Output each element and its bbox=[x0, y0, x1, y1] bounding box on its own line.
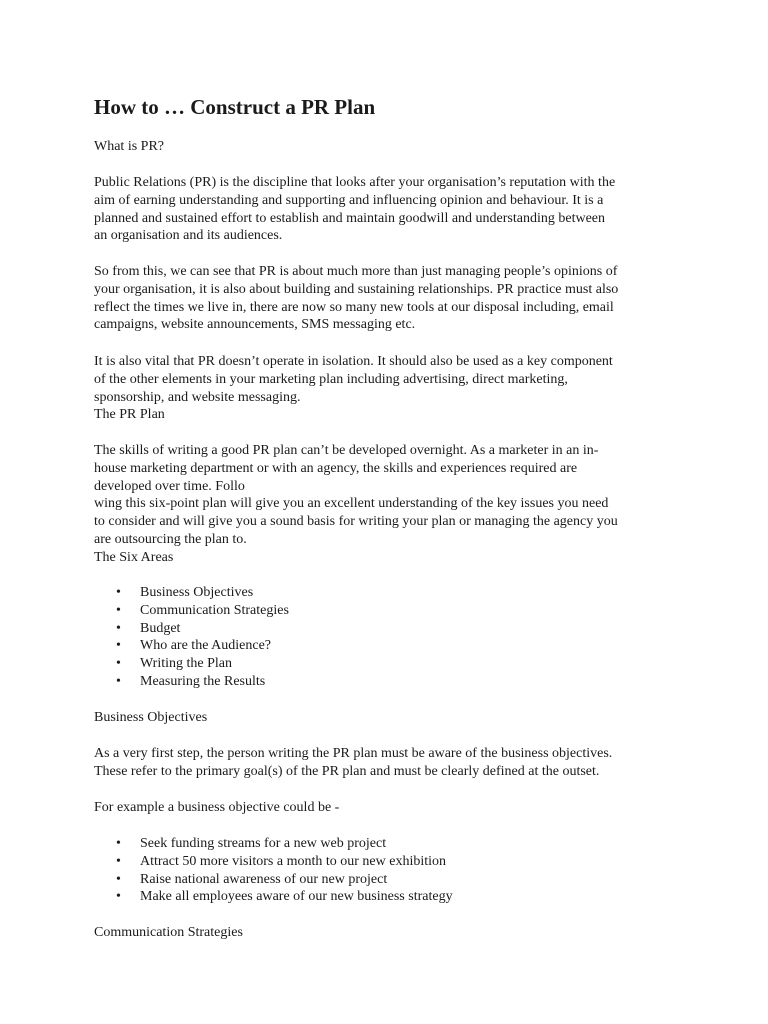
paragraph-pr-relationships bbox=[94, 263, 694, 334]
bullet-icon: • bbox=[116, 889, 121, 905]
paragraph-line: planned and sustained effort to establish and maintain goodwill and understanding between bbox=[94, 210, 606, 226]
list-item: • Measuring the Results bbox=[116, 673, 266, 689]
list-item: • Communication Strategies bbox=[116, 602, 289, 618]
bullet-icon: • bbox=[116, 585, 121, 600]
list-item: • Make all employees aware of our new business strategy bbox=[116, 889, 453, 905]
paragraph-line: As a very first step, the person writing the PR plan must be aware of the business objectives. bbox=[94, 746, 613, 761]
paragraph-line: These refer to the primary goal(s) of the PR plan and must be clearly defined at the outset. bbox=[94, 763, 600, 779]
example-objectives-list bbox=[94, 835, 694, 906]
paragraph-line: sponsorship, and website messaging. bbox=[94, 389, 301, 405]
bullet-icon: • bbox=[116, 673, 121, 689]
bullet-icon: • bbox=[116, 620, 121, 636]
bullet-icon: • bbox=[116, 638, 121, 654]
what-is-pr-heading: What is PR? bbox=[94, 139, 164, 154]
paragraph-pr-isolation bbox=[94, 353, 694, 424]
list-item: • Seek funding streams for a new web project bbox=[116, 836, 387, 851]
paragraph-line: of the other elements in your marketing plan including advertising, direct marketing, bbox=[94, 371, 568, 387]
document-title: How to … Construct a PR Plan bbox=[94, 95, 376, 119]
list-item: • Writing the Plan bbox=[116, 656, 232, 672]
paragraph-line: So from this, we can see that PR is about much more than just managing people’s opinions of bbox=[94, 264, 618, 279]
list-item: • Budget bbox=[116, 620, 181, 636]
business-objectives-heading: Business Objectives bbox=[94, 710, 208, 725]
paragraph-line: are outsourcing the plan to. bbox=[94, 531, 247, 547]
bullet-icon: • bbox=[116, 853, 121, 869]
six-areas-heading: The Six Areas bbox=[94, 549, 174, 565]
paragraph-line: The skills of writing a good PR plan can’t be developed overnight. As a marketer in an in- bbox=[94, 443, 599, 458]
paragraph-line: developed over time. Follo bbox=[94, 478, 245, 494]
list-item: • Who are the Audience? bbox=[116, 638, 271, 654]
bullet-icon: • bbox=[116, 836, 121, 851]
bullet-icon: • bbox=[116, 656, 121, 672]
paragraph-line: your organisation, it is also about building and sustaining relationships. PR practice must also bbox=[94, 281, 619, 297]
pr-plan-heading: The PR Plan bbox=[94, 407, 165, 423]
bullet-icon: • bbox=[116, 871, 121, 887]
list-item: • Business Objectives bbox=[116, 585, 254, 600]
six-areas-list bbox=[94, 584, 694, 691]
paragraph-business-objectives bbox=[94, 745, 694, 781]
paragraph-line: aim of earning understanding and supporting and influencing opinion and behaviour. It is a bbox=[94, 192, 604, 208]
paragraph-line: Public Relations (PR) is the discipline that looks after your organisation’s reputation with the bbox=[94, 175, 616, 190]
list-item: • Raise national awareness of our new project bbox=[116, 871, 388, 887]
paragraph-line: campaigns, website announcements, SMS messaging etc. bbox=[94, 317, 416, 333]
list-item: • Attract 50 more visitors a month to our new exhibition bbox=[116, 853, 447, 869]
paragraph-pr-plan-skills bbox=[94, 442, 694, 567]
paragraph-line: to consider and will give you a sound basis for writing your plan or managing the agency you bbox=[94, 514, 618, 530]
example-intro: For example a business objective could be - bbox=[94, 800, 340, 815]
communication-strategies-heading: Communication Strategies bbox=[94, 925, 243, 940]
paragraph-pr-definition bbox=[94, 174, 694, 245]
paragraph-line: It is also vital that PR doesn’t operate in isolation. It should also be used as a key component bbox=[94, 354, 613, 369]
paragraph-line: reflect the times we live in, there are now so many new tools at our disposal including, email bbox=[94, 299, 614, 315]
paragraph-line: wing this six-point plan will give you an excellent understanding of the key issues you need bbox=[94, 496, 609, 512]
paragraph-line: house marketing department or with an agency, the skills and experiences required are bbox=[94, 460, 578, 476]
bullet-icon: • bbox=[116, 602, 121, 618]
paragraph-line: an organisation and its audiences. bbox=[94, 228, 283, 244]
